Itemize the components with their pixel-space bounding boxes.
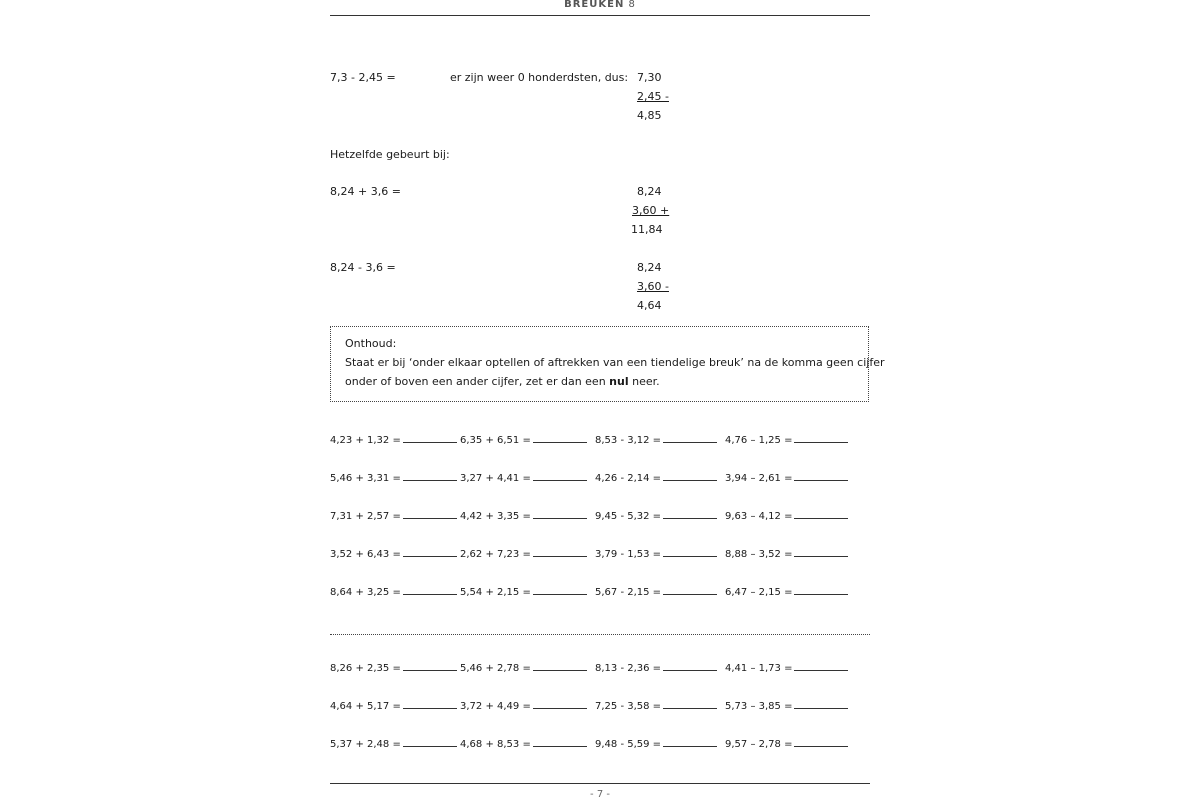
exercise-item [725, 660, 848, 675]
exercise-sum: 8,53 - 3,12 = [595, 435, 662, 446]
example3-sum: 8,24 - 3,6 = [330, 261, 396, 274]
answer-blank[interactable] [663, 660, 717, 671]
example3-result: 4,64 [637, 299, 662, 312]
exercise-sum: 5,67 - 2,15 = [595, 587, 662, 598]
answer-blank[interactable] [403, 470, 457, 481]
exercise-item [460, 508, 587, 523]
remember-box [330, 326, 885, 402]
exercise-sum: 5,73 – 3,85 = [725, 701, 793, 712]
exercise-sum: 8,13 - 2,36 = [595, 663, 662, 674]
answer-blank[interactable] [663, 432, 717, 443]
example3-line2: 3,60 - [637, 280, 669, 293]
exercise-item [460, 470, 587, 485]
example2-sum: 8,24 + 3,6 = [330, 185, 401, 198]
answer-blank[interactable] [663, 470, 717, 481]
example2-line1: 8,24 [637, 185, 662, 198]
exercise-item [595, 470, 717, 485]
exercise-item [460, 584, 587, 599]
exercise-item [330, 432, 457, 447]
answer-blank[interactable] [403, 546, 457, 557]
answer-blank[interactable] [533, 508, 587, 519]
exercise-sum: 8,64 + 3,25 = [330, 587, 401, 598]
exercise-item [330, 470, 457, 485]
answer-blank[interactable] [794, 432, 848, 443]
exercise-item [595, 736, 717, 751]
example3-line1: 8,24 [637, 261, 662, 274]
exercise-item [460, 698, 587, 713]
exercise-item [330, 546, 457, 561]
header-number: 8 [628, 0, 636, 10]
exercise-sum: 6,47 – 2,15 = [725, 587, 793, 598]
remember-title: Onthoud: [345, 337, 397, 350]
answer-blank[interactable] [403, 698, 457, 709]
exercise-sum: 3,52 + 6,43 = [330, 549, 401, 560]
remember-line2-post: neer. [628, 375, 660, 388]
exercise-sum: 4,42 + 3,35 = [460, 511, 531, 522]
exercise-sum: 4,41 – 1,73 = [725, 663, 793, 674]
exercise-sum: 3,79 - 1,53 = [595, 549, 662, 560]
answer-blank[interactable] [533, 546, 587, 557]
exercise-sum: 4,68 + 8,53 = [460, 739, 531, 750]
answer-blank[interactable] [403, 736, 457, 747]
exercise-item [725, 698, 848, 713]
answer-blank[interactable] [533, 698, 587, 709]
answer-blank[interactable] [794, 546, 848, 557]
answer-blank[interactable] [403, 660, 457, 671]
example2-line2: 3,60 + [632, 204, 670, 217]
exercise-sum: 4,76 – 1,25 = [725, 435, 793, 446]
answer-blank[interactable] [533, 432, 587, 443]
answer-blank[interactable] [794, 508, 848, 519]
exercise-sum: 2,62 + 7,23 = [460, 549, 531, 560]
exercise-item [330, 736, 457, 751]
exercise-item [595, 660, 717, 675]
answer-blank[interactable] [794, 470, 848, 481]
example2-result: 11,84 [631, 223, 663, 236]
exercise-sum: 9,63 – 4,12 = [725, 511, 793, 522]
exercise-sum: 9,57 – 2,78 = [725, 739, 793, 750]
exercise-sum: 4,26 - 2,14 = [595, 473, 662, 484]
example1-note: er zijn weer 0 honderdsten, dus: [450, 71, 629, 84]
answer-blank[interactable] [533, 470, 587, 481]
exercise-item [725, 470, 848, 485]
exercise-sum: 7,25 - 3,58 = [595, 701, 662, 712]
exercise-sum: 4,64 + 5,17 = [330, 701, 401, 712]
answer-blank[interactable] [794, 736, 848, 747]
answer-blank[interactable] [663, 736, 717, 747]
header-title: BREUKEN [564, 0, 625, 10]
exercise-sum: 9,48 - 5,59 = [595, 739, 662, 750]
exercise-item [460, 736, 587, 751]
exercise-sum: 5,46 + 3,31 = [330, 473, 401, 484]
exercise-item [460, 432, 587, 447]
footer-rule [330, 783, 870, 784]
exercise-item [725, 736, 848, 751]
answer-blank[interactable] [403, 584, 457, 595]
exercise-item [725, 546, 848, 561]
exercise-sum: 3,27 + 4,41 = [460, 473, 531, 484]
answer-blank[interactable] [663, 698, 717, 709]
exercise-sum: 9,45 - 5,32 = [595, 511, 662, 522]
example1-sum: 7,3 - 2,45 = [330, 71, 396, 84]
answer-blank[interactable] [533, 736, 587, 747]
exercise-item [330, 584, 457, 599]
exercise-sum: 5,54 + 2,15 = [460, 587, 531, 598]
answer-blank[interactable] [533, 584, 587, 595]
exercise-sum: 8,88 – 3,52 = [725, 549, 793, 560]
exercise-sum: 5,37 + 2,48 = [330, 739, 401, 750]
exercise-item [595, 698, 717, 713]
answer-blank[interactable] [403, 432, 457, 443]
exercise-item [460, 660, 587, 675]
remember-line1: Staat er bij ‘onder elkaar optellen of aftrekken van een tiendelige breuk’ na de komma geen cijfer [345, 356, 885, 369]
exercise-item [725, 584, 848, 599]
exercise-item [330, 698, 457, 713]
exercise-item [595, 584, 717, 599]
remember-line2 [345, 375, 660, 388]
exercise-item [595, 546, 717, 561]
exercise-sum: 7,31 + 2,57 = [330, 511, 401, 522]
worksheet-page [330, 0, 885, 800]
example1-result: 4,85 [637, 109, 662, 122]
same-text: Hetzelfde gebeurt bij: [330, 148, 450, 161]
answer-blank[interactable] [533, 660, 587, 671]
exercise-sum: 8,26 + 2,35 = [330, 663, 401, 674]
answer-blank[interactable] [794, 698, 848, 709]
answer-blank[interactable] [794, 584, 848, 595]
answer-blank[interactable] [663, 584, 717, 595]
example1-line2: 2,45 - [637, 90, 669, 103]
page-number: - 7 - [590, 789, 610, 800]
page-header [330, 0, 870, 16]
exercise-item [725, 432, 848, 447]
exercise-sum: 5,46 + 2,78 = [460, 663, 531, 674]
exercise-item [330, 660, 457, 675]
remember-line2-bold: nul [609, 375, 629, 388]
answer-blank[interactable] [663, 508, 717, 519]
answer-blank[interactable] [403, 508, 457, 519]
exercise-item [330, 508, 457, 523]
answer-blank[interactable] [794, 660, 848, 671]
exercise-item [725, 508, 848, 523]
exercise-item [595, 432, 717, 447]
example1-line1: 7,30 [637, 71, 662, 84]
exercise-sum: 3,94 – 2,61 = [725, 473, 793, 484]
exercise-sum: 3,72 + 4,49 = [460, 701, 531, 712]
dotted-separator [330, 634, 870, 635]
answer-blank[interactable] [663, 546, 717, 557]
exercise-item [595, 508, 717, 523]
remember-line2-pre: onder of boven een ander cijfer, zet er dan een [345, 375, 610, 388]
exercise-item [460, 546, 587, 561]
exercise-sum: 4,23 + 1,32 = [330, 435, 401, 446]
exercise-sum: 6,35 + 6,51 = [460, 435, 531, 446]
